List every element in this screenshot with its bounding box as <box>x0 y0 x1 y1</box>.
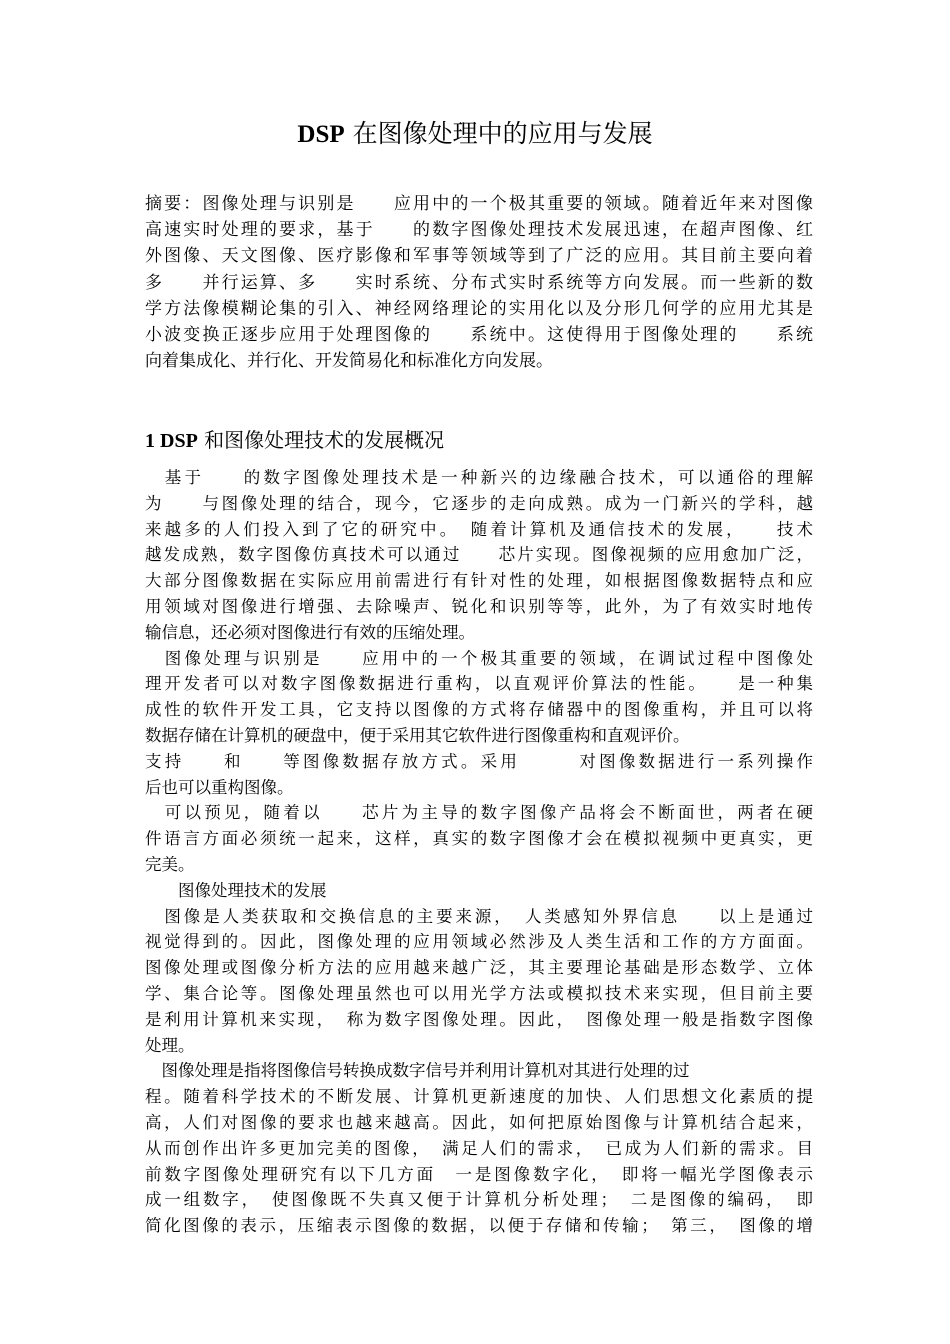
body-line: 用领域对图像进行增强、去除噪声、锐化和识别等等，此外，为了有效实时地传 <box>145 596 813 616</box>
body-line: 基于 的数字图像处理技术是一种新兴的边缘融合技术，可以通俗的理解 <box>145 468 813 487</box>
body-line: 学、集合论等。图像处理虽然也可以用光学方法或模拟技术来实现，但目前主要 <box>145 983 813 1003</box>
body-line: 图像处理或图像分析方法的应用越来越广泛，其主要理论基础是形态数学、立体 <box>145 958 813 978</box>
abstract-line: 向着集成化、并行化、开发简易化和标准化方向发展。 <box>145 351 553 372</box>
title-rest: 在图像处理中的应用与发展 <box>344 119 653 148</box>
body-line: 简化图像的表示，压缩表示图像的数据，以便于存储和传输； 第三， 图像的增 <box>145 1216 813 1236</box>
body-line: 支持 和 等图像数据存放方式。采用 对图像数据进行一系列操作 <box>145 751 813 771</box>
abstract-line: 外图像、天文图像、医疗影像和军事等领域等到了广泛的应用。其目前主要向着 <box>145 246 813 267</box>
section-number: 1 DSP <box>145 430 198 452</box>
title-prefix: DSP <box>297 121 345 148</box>
body-line: 视觉得到的。因此，图像处理的应用领域必然涉及人类生活和工作的方方面面。 <box>145 932 813 952</box>
body-line: 图像处理与识别是 应用中的一个极其重要的领域，在调试过程中图像处 <box>145 648 813 668</box>
body-line: 完美。 <box>145 854 195 874</box>
abstract-paragraph <box>145 191 813 374</box>
body-line: 图像是人类获取和交换信息的主要来源， 人类感知外界信息 以上是通过 <box>145 906 813 926</box>
section-heading <box>145 425 813 456</box>
body-line: 大部分图像数据在实际应用前需进行有针对性的处理，如根据图像数据特点和应 <box>145 571 813 591</box>
abstract-line: 摘要：图像处理与识别是 应用中的一个极其重要的领域。随着近年来对图像 <box>145 194 813 214</box>
body-line: 输信息，还必须对图像进行有效的压缩处理。 <box>145 622 475 642</box>
abstract-line: 高速实时处理的要求，基于 的数字图像处理技术发展迅速，在超声图像、红 <box>145 220 813 241</box>
body-line: 理开发者可以对数字图像数据进行重构，以直观评价算法的性能。 是一种集 <box>145 674 813 694</box>
body-line: 可以预见，随着以 芯片为主导的数字图像产品将会不断面世，两者在硬 <box>145 803 813 823</box>
body-line: 前数字图像处理研究有以下几方面 一是图像数字化， 即将一幅光学图像表示 <box>145 1164 813 1184</box>
body-line: 图像处理是指将图像信号转换成数字信号并利用计算机对其进行处理的过 <box>145 1061 690 1081</box>
body-line: 程。随着科学技术的不断发展、计算机更新速度的加快、人们思想文化素质的提 <box>145 1087 813 1107</box>
body-line: 后也可以重构图像。 <box>145 777 294 797</box>
document-title <box>0 118 950 151</box>
section-title: 和图像处理技术的发展概况 <box>197 428 445 452</box>
body-line: 处理。 <box>145 1035 195 1055</box>
body-line: 是利用计算机来实现， 称为数字图像处理。因此， 图像处理一般是指数字图像 <box>145 1009 813 1029</box>
body-line: 越发成熟，数字图像仿真技术可以通过 芯片实现。图像视频的应用愈加广泛， <box>145 545 813 565</box>
subsection-heading: 图像处理技术的发展 <box>145 880 327 900</box>
body-line: 件语言方面必须统一起来，这样，真实的数字图像才会在模拟视频中更真实，更 <box>145 829 813 849</box>
body-line: 数据存储在计算机的硬盘中，便于采用其它软件进行图像重构和直观评价。 <box>145 725 690 745</box>
abstract-line: 学方法像模糊论集的引入、神经网络理论的实用化以及分形几何学的应用尤其是 <box>145 298 813 319</box>
body-line: 从而创作出许多更加完美的图像， 满足人们的需求， 已成为人们新的需求。目 <box>145 1138 813 1158</box>
section-body <box>145 465 813 1239</box>
body-line: 成一组数字， 使图像既不失真又便于计算机分析处理； 二是图像的编码， 即 <box>145 1190 813 1210</box>
body-line: 成性的软件开发工具，它支持以图像的方式将存储器中的图像重构，并且可以将 <box>145 700 813 720</box>
body-line: 为 与图像处理的结合，现今，它逐步的走向成熟。成为一门新兴的学科，越 <box>145 493 813 513</box>
body-line: 高，人们对图像的要求也越来越高。因此，如何把原始图像与计算机结合起来， <box>145 1112 813 1132</box>
abstract-line: 多 并行运算、多 实时系统、分布式实时系统等方向发展。而一些新的数 <box>145 272 813 293</box>
abstract-line: 小波变换正逐步应用于处理图像的 系统中。这使得用于图像处理的 系统 <box>145 324 813 345</box>
body-line: 来越多的人们投入到了它的研究中。 随着计算机及通信技术的发展， 技术 <box>145 519 813 539</box>
